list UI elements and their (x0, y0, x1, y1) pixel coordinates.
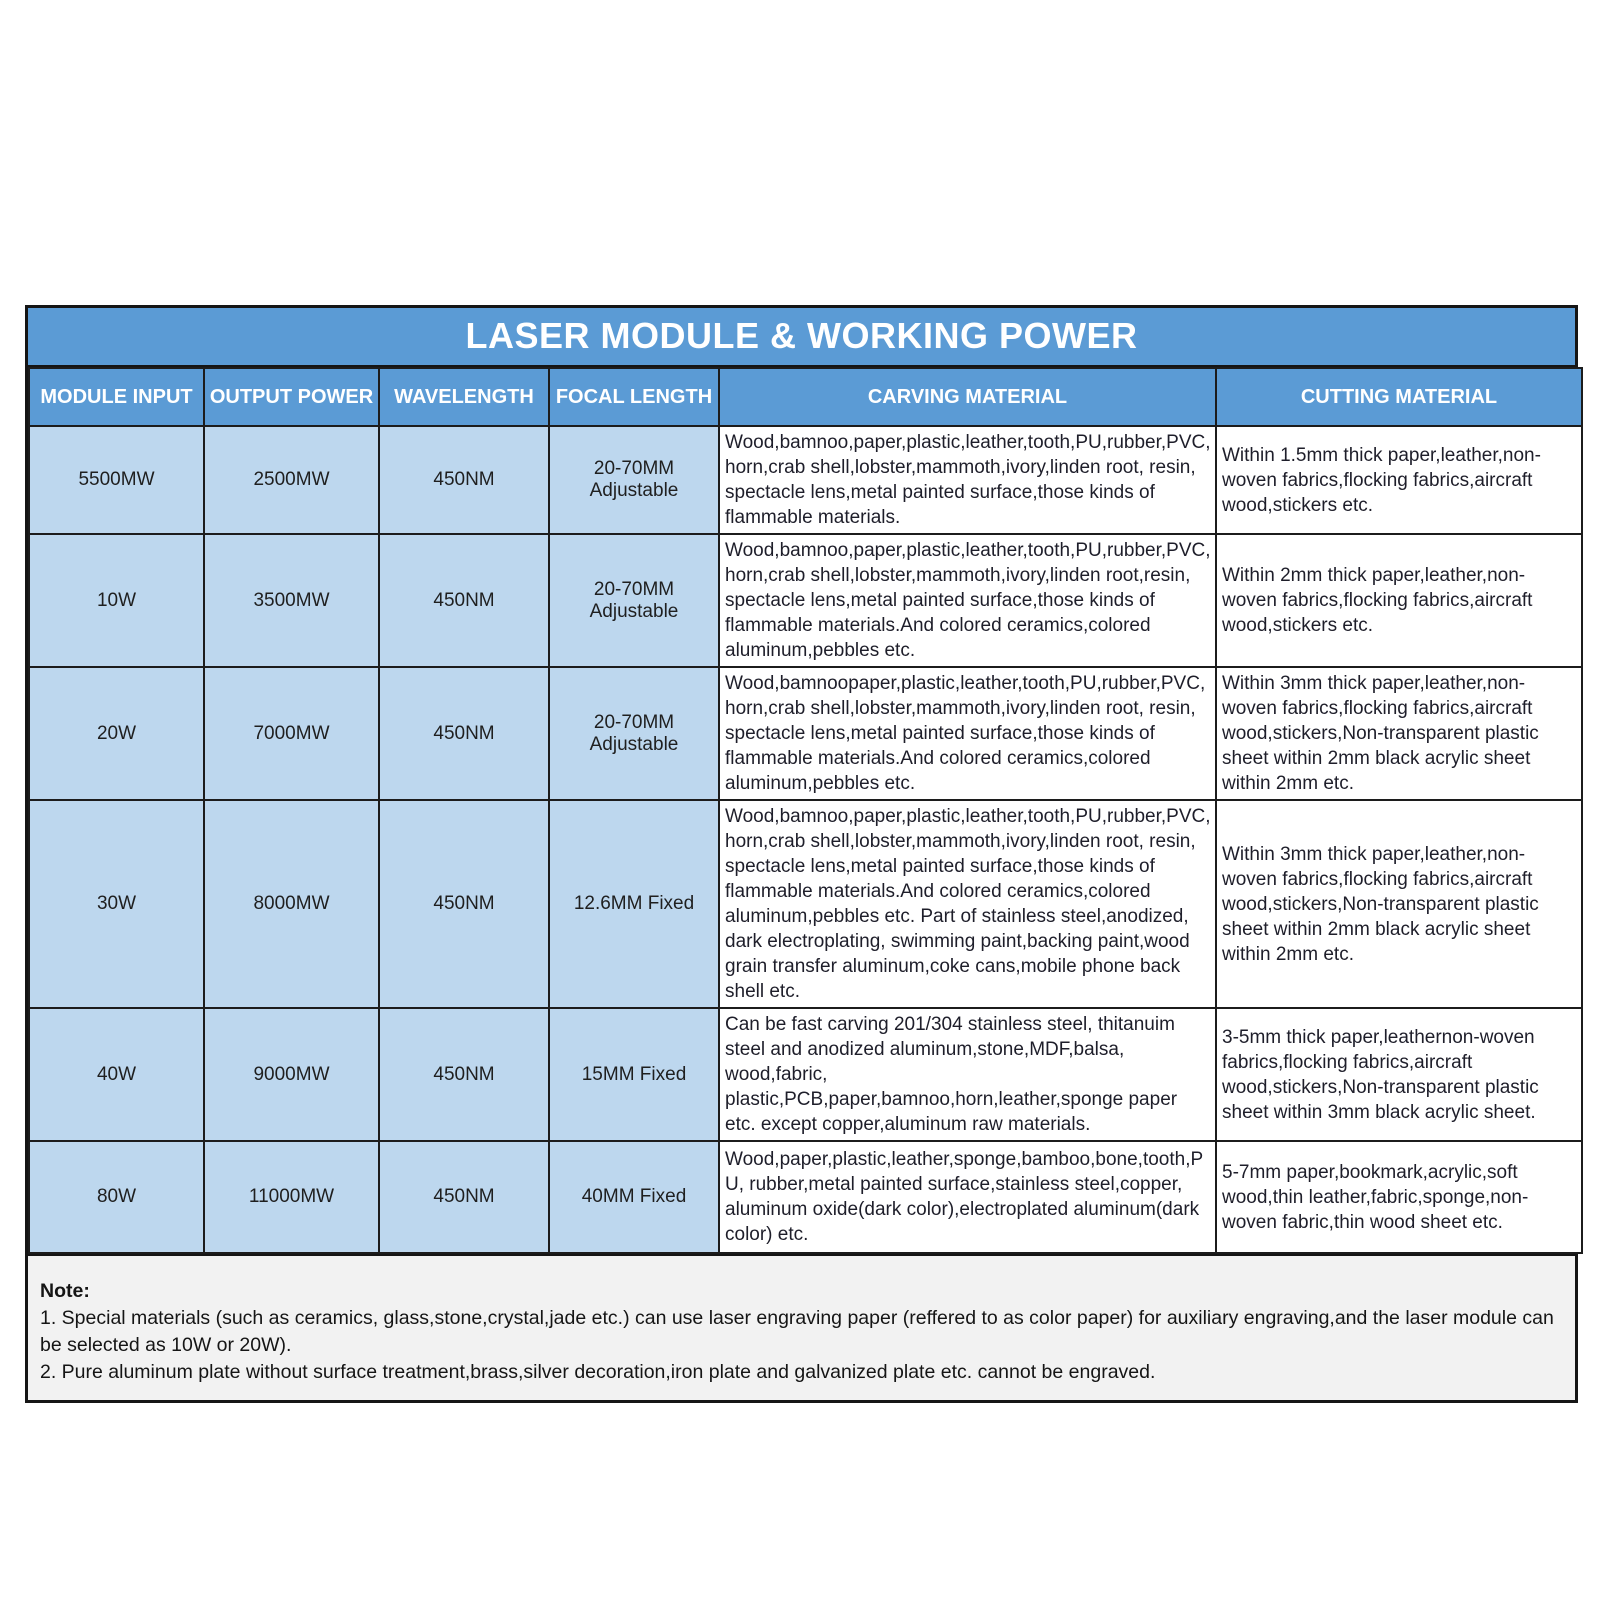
cell-cutting: Within 3mm thick paper,leather,non-woven fabrics,flocking fabrics,aircraft wood,stickers,Non-transparent plastic sheet within 2mm black acrylic sheet within 2mm etc. (1216, 800, 1582, 1008)
cell-output-power: 11000MW (204, 1141, 379, 1253)
table-row (29, 1141, 1582, 1253)
table-row (29, 534, 1582, 667)
cell-module-input: 20W (29, 667, 204, 800)
column-header-cutting-material: CUTTING MATERIAL (1216, 368, 1582, 426)
note-section (28, 1254, 1575, 1400)
header-row (29, 368, 1582, 426)
table-row (29, 800, 1582, 1008)
cell-focal-length: 20-70MM Adjustable (549, 534, 719, 667)
cell-cutting: Within 3mm thick paper,leather,non-woven fabrics,flocking fabrics,aircraft wood,stickers,Non-transparent plastic sheet within 2mm black acrylic sheet within 2mm etc. (1216, 667, 1582, 800)
cell-focal-length: 15MM Fixed (549, 1008, 719, 1141)
cell-wavelength: 450NM (379, 667, 549, 800)
cell-wavelength: 450NM (379, 1141, 549, 1253)
note-line-2: 2. Pure aluminum plate without surface treatment,brass,silver decoration,iron plate and galvanized plate etc. cannot be engraved. (40, 1361, 1156, 1383)
table-title: LASER MODULE & WORKING POWER (28, 308, 1575, 367)
cell-carving: Wood,bamnoo,paper,plastic,leather,tooth,PU,rubber,PVC,horn,crab shell,lobster,mammoth,ivory,linden root, resin, spectacle lens,metal painted surface,those kinds of flammable materials.And colored ceramics,colored aluminum,pebbles etc. Part of stainless steel,anodized, dark electroplating, swimming paint,backing paint,wood grain transfer aluminum,coke cans,mobile phone back shell etc. (719, 800, 1216, 1008)
cell-cutting: 3-5mm thick paper,leathernon-woven fabrics,flocking fabrics,aircraft wood,stickers,Non-transparent plastic sheet within 3mm black acrylic sheet. (1216, 1008, 1582, 1141)
cell-focal-length: 20-70MM Adjustable (549, 426, 719, 534)
cell-wavelength: 450NM (379, 1008, 549, 1141)
table-row (29, 1008, 1582, 1141)
table-body (29, 426, 1582, 1253)
cell-output-power: 7000MW (204, 667, 379, 800)
cell-module-input: 80W (29, 1141, 204, 1253)
column-header-carving-material: CARVING MATERIAL (719, 368, 1216, 426)
note-label: Note: (40, 1280, 90, 1302)
cell-wavelength: 450NM (379, 426, 549, 534)
cell-carving: Wood,bamnoo,paper,plastic,leather,tooth,PU,rubber,PVC,horn,crab shell,lobster,mammoth,ivory,linden root, resin, spectacle lens,metal painted surface,those kinds of flammable materials. (719, 426, 1216, 534)
cell-focal-length: 12.6MM Fixed (549, 800, 719, 1008)
column-header-output-power: OUTPUT POWER (204, 368, 379, 426)
cell-carving: Wood,bamnoopaper,plastic,leather,tooth,PU,rubber,PVC,horn,crab shell,lobster,mammoth,ivory,linden root, resin, spectacle lens,metal painted surface,those kinds of flammable materials.And colored ceramics,colored aluminum,pebbles etc. (719, 667, 1216, 800)
cell-cutting: Within 1.5mm thick paper,leather,non-woven fabrics,flocking fabrics,aircraft wood,stickers etc. (1216, 426, 1582, 534)
cell-focal-length: 20-70MM Adjustable (549, 667, 719, 800)
cell-output-power: 8000MW (204, 800, 379, 1008)
cell-carving: Wood,bamnoo,paper,plastic,leather,tooth,PU,rubber,PVC,horn,crab shell,lobster,mammoth,ivory,linden root,resin, spectacle lens,metal painted surface,those kinds of flammable materials.And colored ceramics,colored aluminum,pebbles etc. (719, 534, 1216, 667)
cell-output-power: 9000MW (204, 1008, 379, 1141)
table-row (29, 667, 1582, 800)
cell-output-power: 2500MW (204, 426, 379, 534)
column-header-module-input: MODULE INPUT (29, 368, 204, 426)
cell-focal-length: 40MM Fixed (549, 1141, 719, 1253)
cell-output-power: 3500MW (204, 534, 379, 667)
cell-wavelength: 450NM (379, 800, 549, 1008)
laser-spec-table (28, 367, 1583, 1254)
cell-cutting: Within 2mm thick paper,leather,non-woven fabrics,flocking fabrics,aircraft wood,stickers etc. (1216, 534, 1582, 667)
cell-carving: Can be fast carving 201/304 stainless steel, thitanuim steel and anodized aluminum,stone,MDF,balsa, wood,fabric, plastic,PCB,paper,bamnoo,horn,leather,sponge paper etc. except copper,aluminum raw materials. (719, 1008, 1216, 1141)
spec-sheet (25, 305, 1578, 1403)
table-row (29, 426, 1582, 534)
cell-module-input: 10W (29, 534, 204, 667)
cell-carving: Wood,paper,plastic,leather,sponge,bamboo,bone,tooth,PU, rubber,metal painted surface,stainless steel,copper, aluminum oxide(dark color),electroplated aluminum(dark color) etc. (719, 1141, 1216, 1253)
cell-module-input: 40W (29, 1008, 204, 1141)
cell-module-input: 5500MW (29, 426, 204, 534)
cell-wavelength: 450NM (379, 534, 549, 667)
cell-cutting: 5-7mm paper,bookmark,acrylic,soft wood,thin leather,fabric,sponge,non-woven fabric,thin wood sheet etc. (1216, 1141, 1582, 1253)
note-line-1: 1. Special materials (such as ceramics, glass,stone,crystal,jade etc.) can use laser engraving paper (reffered to as color paper) for auxiliary engraving,and the laser module can be selected as 10W or 20W). (40, 1307, 1554, 1356)
column-header-focal-length: FOCAL LENGTH (549, 368, 719, 426)
cell-module-input: 30W (29, 800, 204, 1008)
column-header-wavelength: WAVELENGTH (379, 368, 549, 426)
